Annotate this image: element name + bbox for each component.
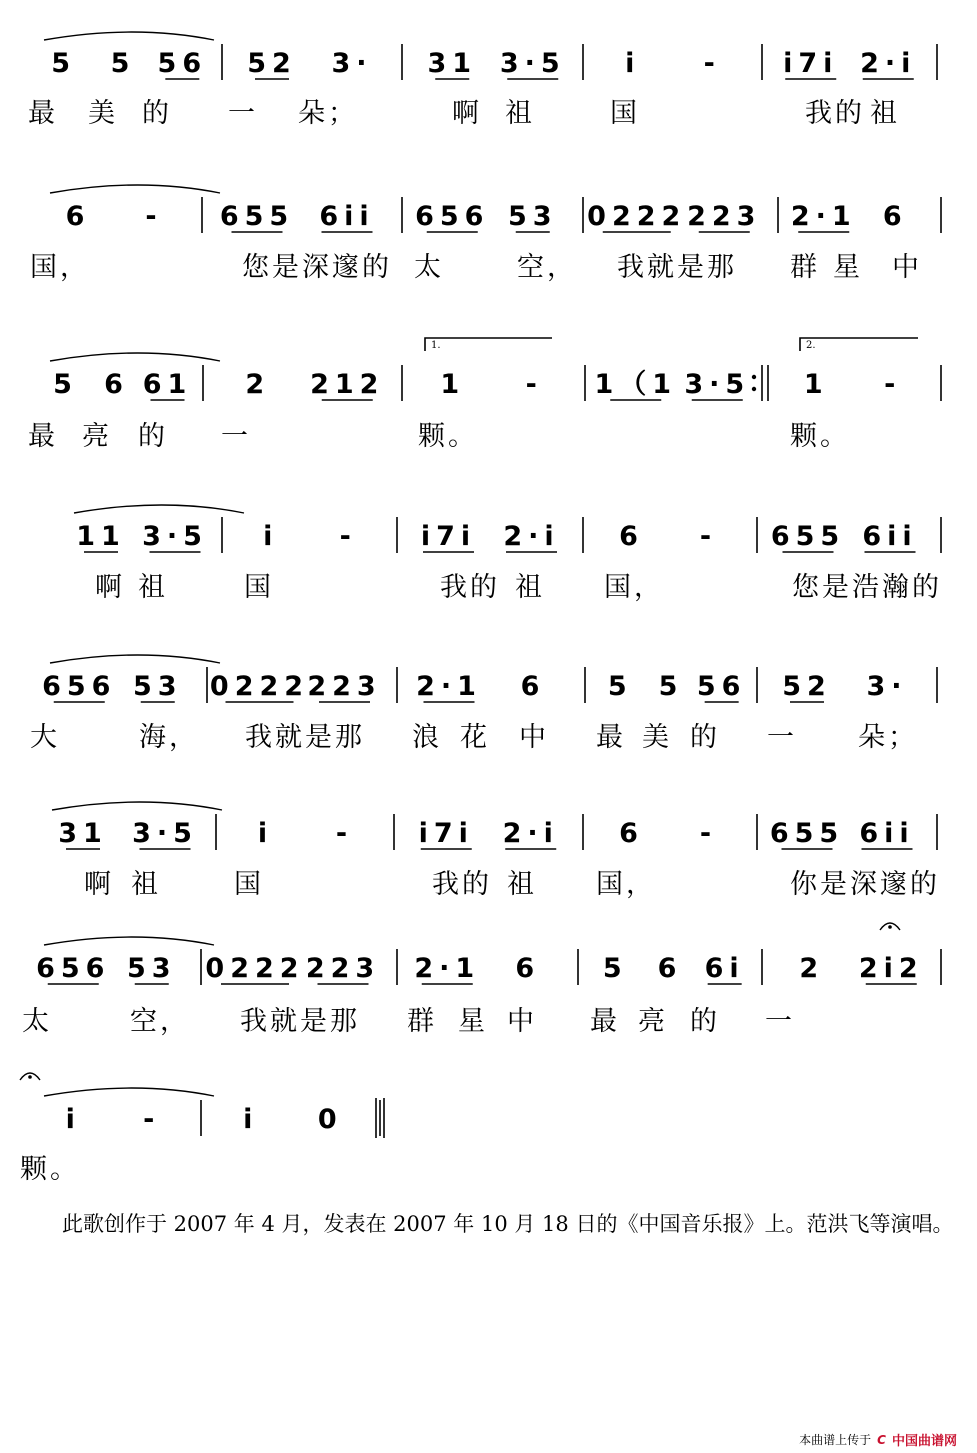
note-group: 212 (310, 369, 385, 400)
slur (52, 802, 222, 810)
note-group: 53 (126, 953, 177, 984)
slur (74, 505, 244, 513)
lyric-text: 浪 (412, 722, 442, 753)
note-group: i (243, 1104, 259, 1135)
repeat-dot (752, 375, 756, 379)
note-group: 223 (687, 201, 762, 232)
note-group: 655 (770, 521, 846, 552)
note-group: 56 (696, 671, 747, 702)
lyric-text: 美 (88, 98, 118, 129)
note-group: 656 (36, 953, 111, 984)
lyric-text: 啊 (95, 572, 125, 603)
note-group: 6ii (319, 201, 375, 232)
lyric-text: 祖 (131, 869, 161, 900)
note-group: 61 (142, 369, 193, 400)
note-group: 5 (607, 671, 633, 702)
lyric-text: 我就是那 (240, 1006, 360, 1037)
note-group: 6ii (862, 521, 918, 552)
note-group: 2·i (502, 818, 559, 849)
lyric-text: 美 (642, 722, 672, 753)
volta-bracket (800, 338, 918, 351)
note-group: 223 (307, 671, 382, 702)
repeat-dot (752, 387, 756, 391)
note-group: 31 (58, 818, 108, 849)
note-group: 3·5 (499, 48, 566, 79)
note-group: i (65, 1104, 81, 1135)
lyric-text: 一 (221, 421, 251, 452)
fermata-dot (28, 1075, 32, 1079)
note-group: 3· (866, 671, 908, 702)
note-group: 656 (415, 201, 490, 232)
note-group: 6 (65, 201, 91, 232)
note-group: 2·i (860, 48, 917, 79)
note-group: i7i (420, 521, 477, 552)
note-group: 56 (157, 48, 208, 79)
lyric-text: 祖 (515, 572, 545, 603)
note-group: 2·1 (414, 953, 481, 984)
lyric-text: 您是深邃的 (242, 252, 392, 283)
note-group: 52 (782, 671, 832, 702)
footer-logo: 中国曲谱网 (891, 1434, 957, 1449)
lyric-text: 一 (765, 1006, 795, 1037)
lyric-text: 最 (590, 1006, 620, 1037)
note-group: 6ii (859, 818, 915, 849)
note-group: i (257, 818, 274, 849)
slur (44, 937, 214, 945)
note-group: - (884, 369, 902, 400)
volta-bracket (425, 338, 552, 351)
note-group: 2i2 (858, 953, 924, 984)
lyric-text: 朵； (858, 722, 918, 753)
lyric-text: 颗。 (790, 421, 850, 452)
note-group: i (625, 48, 641, 79)
lyric-text: 一 (767, 722, 797, 753)
footer (799, 1430, 957, 1449)
note-group: 6i (704, 953, 745, 984)
note-group: 5 (53, 369, 78, 400)
volta-number: 2. (806, 340, 816, 351)
lyric-text: 国， (596, 869, 656, 900)
slur (50, 353, 220, 361)
note-group: 5 (658, 671, 684, 702)
note-group: i7i (418, 818, 474, 849)
note-group: 2·i (503, 521, 560, 552)
note-group: 656 (42, 671, 117, 702)
slur (44, 32, 214, 40)
note-group: 5 (602, 953, 628, 984)
lyric-text: 亮 (638, 1006, 668, 1037)
lyric-text: 朵； (298, 98, 358, 129)
lyric-text: 太 (414, 252, 444, 283)
lyric-text: 啊 (84, 869, 114, 900)
footer-label: 本曲谱上传于 (799, 1433, 872, 1447)
note-group: - (339, 521, 357, 552)
lyric-text: 国 (234, 869, 264, 900)
note-group: 1 (440, 369, 466, 400)
note-group: - (699, 818, 718, 849)
lyric-text: 国， (604, 572, 664, 603)
lyric-text: 最 (28, 98, 58, 129)
note-group: - (525, 369, 543, 400)
note-group: 11 (76, 521, 126, 552)
slur (44, 1088, 214, 1096)
lyric-text: 的 (690, 722, 720, 753)
note-group: 5 (51, 48, 77, 79)
lyric-text: 群 (790, 252, 820, 283)
lyric-text: 花 (460, 722, 490, 753)
note-group: 0 (317, 1104, 343, 1135)
lyric-text: 太 (22, 1006, 52, 1037)
note-group: 2 (799, 953, 825, 984)
note-group: 3·5 (142, 521, 208, 552)
lyric-text: 我的 (432, 869, 492, 900)
lyric-text: 我就是那 (245, 722, 365, 753)
note-group: - (335, 818, 354, 849)
note-group: 2·1 (790, 201, 857, 232)
note-group: 0222 (587, 201, 687, 232)
site-logo-icon: C (877, 1432, 886, 1447)
note-group: 53 (507, 201, 558, 232)
note-group: - (145, 201, 163, 232)
note-group: 6 (104, 369, 129, 400)
lyric-text: 中 (892, 252, 922, 283)
lyric-text: 我就是那 (617, 252, 737, 283)
note-group: 0222 (205, 953, 305, 984)
note-group: i7i (783, 48, 839, 79)
lyric-text: 颗。 (418, 421, 478, 452)
note-group: 3·5 (132, 818, 198, 849)
note-group: - (143, 1104, 161, 1135)
note-group: 655 (769, 818, 845, 849)
lyric-text: 祖 (870, 98, 900, 129)
lyric-text: 最 (28, 421, 58, 452)
lyric-text: 群 (407, 1006, 437, 1037)
slur (50, 185, 220, 193)
note-group: 5 (110, 48, 136, 79)
note-group: 0222 (209, 671, 310, 702)
lyric-text: 的 (142, 98, 172, 129)
lyric-text: 空， (517, 252, 577, 283)
lyric-text: 国 (610, 98, 640, 129)
lyric-text: 亮 (82, 421, 112, 452)
lyric-text: 的 (138, 421, 168, 452)
fermata-dot (888, 925, 892, 929)
note-group: 6 (882, 201, 908, 232)
note-group: 1（1 (594, 369, 678, 400)
lyric-text: 星 (458, 1006, 488, 1037)
lyric-text: 中 (507, 1006, 537, 1037)
lyric-text: 中 (519, 722, 549, 753)
lyric-text: 祖 (138, 572, 168, 603)
note-group: 2 (245, 369, 271, 400)
note-group: 6 (657, 953, 683, 984)
note-group: 3· (331, 48, 373, 79)
note-group: 223 (305, 953, 381, 984)
lyric-text: 颗。 (20, 1154, 80, 1185)
lyric-text: 一 (228, 98, 258, 129)
note-group: 31 (427, 48, 478, 79)
lyric-text: 啊 (452, 98, 482, 129)
note-group: 1 (803, 369, 829, 400)
note-group: - (699, 521, 718, 552)
lyric-text: 您是浩瀚的 (792, 572, 942, 603)
volta-number: 1. (431, 340, 441, 351)
note-group: 6 (619, 818, 644, 849)
lyric-text: 最 (596, 722, 626, 753)
note-group: - (703, 48, 721, 79)
slur (50, 655, 220, 663)
song-note: 此歌创作于 2007 年 4 月，发表在 2007 年 10 月 18 日的《中国音乐报》上。范洪飞等演唱。 (62, 1212, 954, 1236)
note-group: 6 (515, 953, 541, 984)
note-group: 2·1 (416, 671, 482, 702)
lyric-text: 星 (833, 252, 863, 283)
lyric-text: 国 (244, 572, 274, 603)
note-group: 655 (219, 201, 295, 232)
note-group: 6 (520, 671, 546, 702)
lyric-text: 大 (30, 722, 60, 753)
lyric-text: 祖 (507, 869, 537, 900)
lyric-text: 祖 (505, 98, 535, 129)
lyric-text: 我的 (805, 98, 865, 129)
note-group: 3·5 (684, 369, 751, 400)
note-group: 6 (619, 521, 644, 552)
lyric-text: 国， (30, 252, 90, 283)
lyric-text: 你是深邃的 (790, 869, 940, 900)
lyric-text: 的 (690, 1006, 720, 1037)
note-group: 53 (132, 671, 183, 702)
note-group: i (263, 521, 279, 552)
lyric-text: 海， (139, 722, 199, 753)
lyric-text: 我的 (440, 572, 500, 603)
note-group: 52 (247, 48, 297, 79)
lyric-text: 空， (130, 1006, 190, 1037)
